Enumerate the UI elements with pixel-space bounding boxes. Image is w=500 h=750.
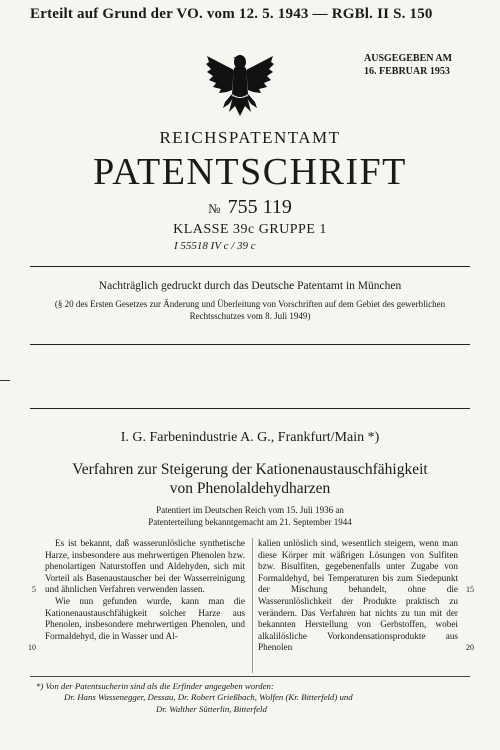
- divider-rule: [30, 344, 470, 345]
- law-note: (§ 20 des Ersten Gesetzes zur Änderung und Überleitung von Vorschriften auf dem Gebiet des gewerblichen Rechtsschutzes vom 8. Juli 1949): [54, 299, 446, 321]
- reprint-note: Nachträglich gedruckt durch das Deutsche Patentamt in München: [98, 280, 402, 292]
- footnote-line: *) Von der Patentsucherin sind als die Erfinder angegeben worden:: [36, 681, 274, 691]
- document-type-title: PATENTSCHRIFT: [93, 151, 407, 193]
- line-number: 10: [28, 643, 36, 652]
- title-line-2: von Phenolaldehydharzen: [169, 480, 331, 497]
- grant-announced-date: Patenterteilung bekanntgemacht am 21. September 1944: [148, 517, 352, 527]
- column-divider: [252, 538, 253, 673]
- body-paragraph: Es ist bekannt, daß wasserunlösliche synthetische Harze, insbesondere aus mehrwertigen Phenolen bzw. phenolartigen Naturstoffen und Aldehyden, sich mit Vorteil als Basenaustauscher bei der Wasserreinigung und ähnlichen Verfahren verwenden lassen.: [45, 538, 245, 595]
- authority-line: Erteilt auf Grund der VO. vom 12. 5. 1943 — RGBl. II S. 150: [30, 6, 433, 22]
- footnote: [36, 681, 466, 715]
- patent-dates: [40, 504, 460, 528]
- body-column-left: [45, 538, 245, 642]
- line-number: 20: [466, 643, 474, 652]
- divider-rule: [30, 266, 470, 267]
- eagle-emblem-icon: [205, 46, 275, 122]
- applicant: I. G. Farbenindustrie A. G., Frankfurt/Main *): [120, 430, 380, 445]
- issue-date-block: [364, 52, 482, 78]
- footnote-rule: [30, 676, 470, 677]
- line-number: 15: [466, 585, 474, 594]
- patent-number: [0, 196, 500, 219]
- invention-title: [30, 460, 470, 498]
- number-sign: №: [208, 201, 221, 216]
- title-line-1: Verfahren zur Steigerung der Kationenaustauschfähigkeit: [72, 461, 428, 478]
- margin-mark: [0, 380, 10, 381]
- issued-date: 16. FEBRUAR 1953: [364, 66, 450, 77]
- filing-reference: I 55518 IV c / 39 c: [174, 240, 256, 252]
- divider-rule: [30, 408, 470, 409]
- footnote-line: Dr. Hans Wassenegger, Dessau, Dr. Robert Grießbach, Wolfen (Kr. Bitterfeld) und: [64, 692, 353, 703]
- body-column-right: [258, 538, 458, 654]
- issued-label: AUSGEGEBEN AM: [364, 53, 453, 64]
- body-paragraph: kalien unlöslich sind, wesentlich steigern, wenn man diese Körper mit wäßrigen Lösungen von Sulfiten bzw. Bisulfiten, gegebenenfalls unter Zugabe von Formaldehyd, bei Temperaturen bis zum Siedepunkt der Mischung behandelt, ohne die Wasserunlöslichkeit der Produkte praktisch zu verändern. Das Verfahren hat nichts zu tun mit der bekannten Herstellung von Gerbstoffen, wobei alkalilösliche Vorkondensationsprodukte aus Phenolen: [258, 538, 458, 653]
- issuing-office: REICHSPATENTAMT: [159, 128, 341, 147]
- patent-number-value: 755 119: [227, 196, 292, 218]
- body-paragraph: Wie nun gefunden wurde, kann man die Kationenaustauschfähigkeit solcher Harze aus Phenolen, insbesondere mehrwertigen Phenolen, und Formaldehyd, die in Wasser und Al-: [45, 595, 245, 641]
- line-number: 5: [32, 585, 36, 594]
- patented-date: Patentiert im Deutschen Reich vom 15. Juli 1936 an: [156, 505, 344, 515]
- footnote-line: Dr. Walther Sütterlin, Bitterfeld: [156, 703, 267, 714]
- patent-class: KLASSE 39c GRUPPE 1: [173, 222, 327, 237]
